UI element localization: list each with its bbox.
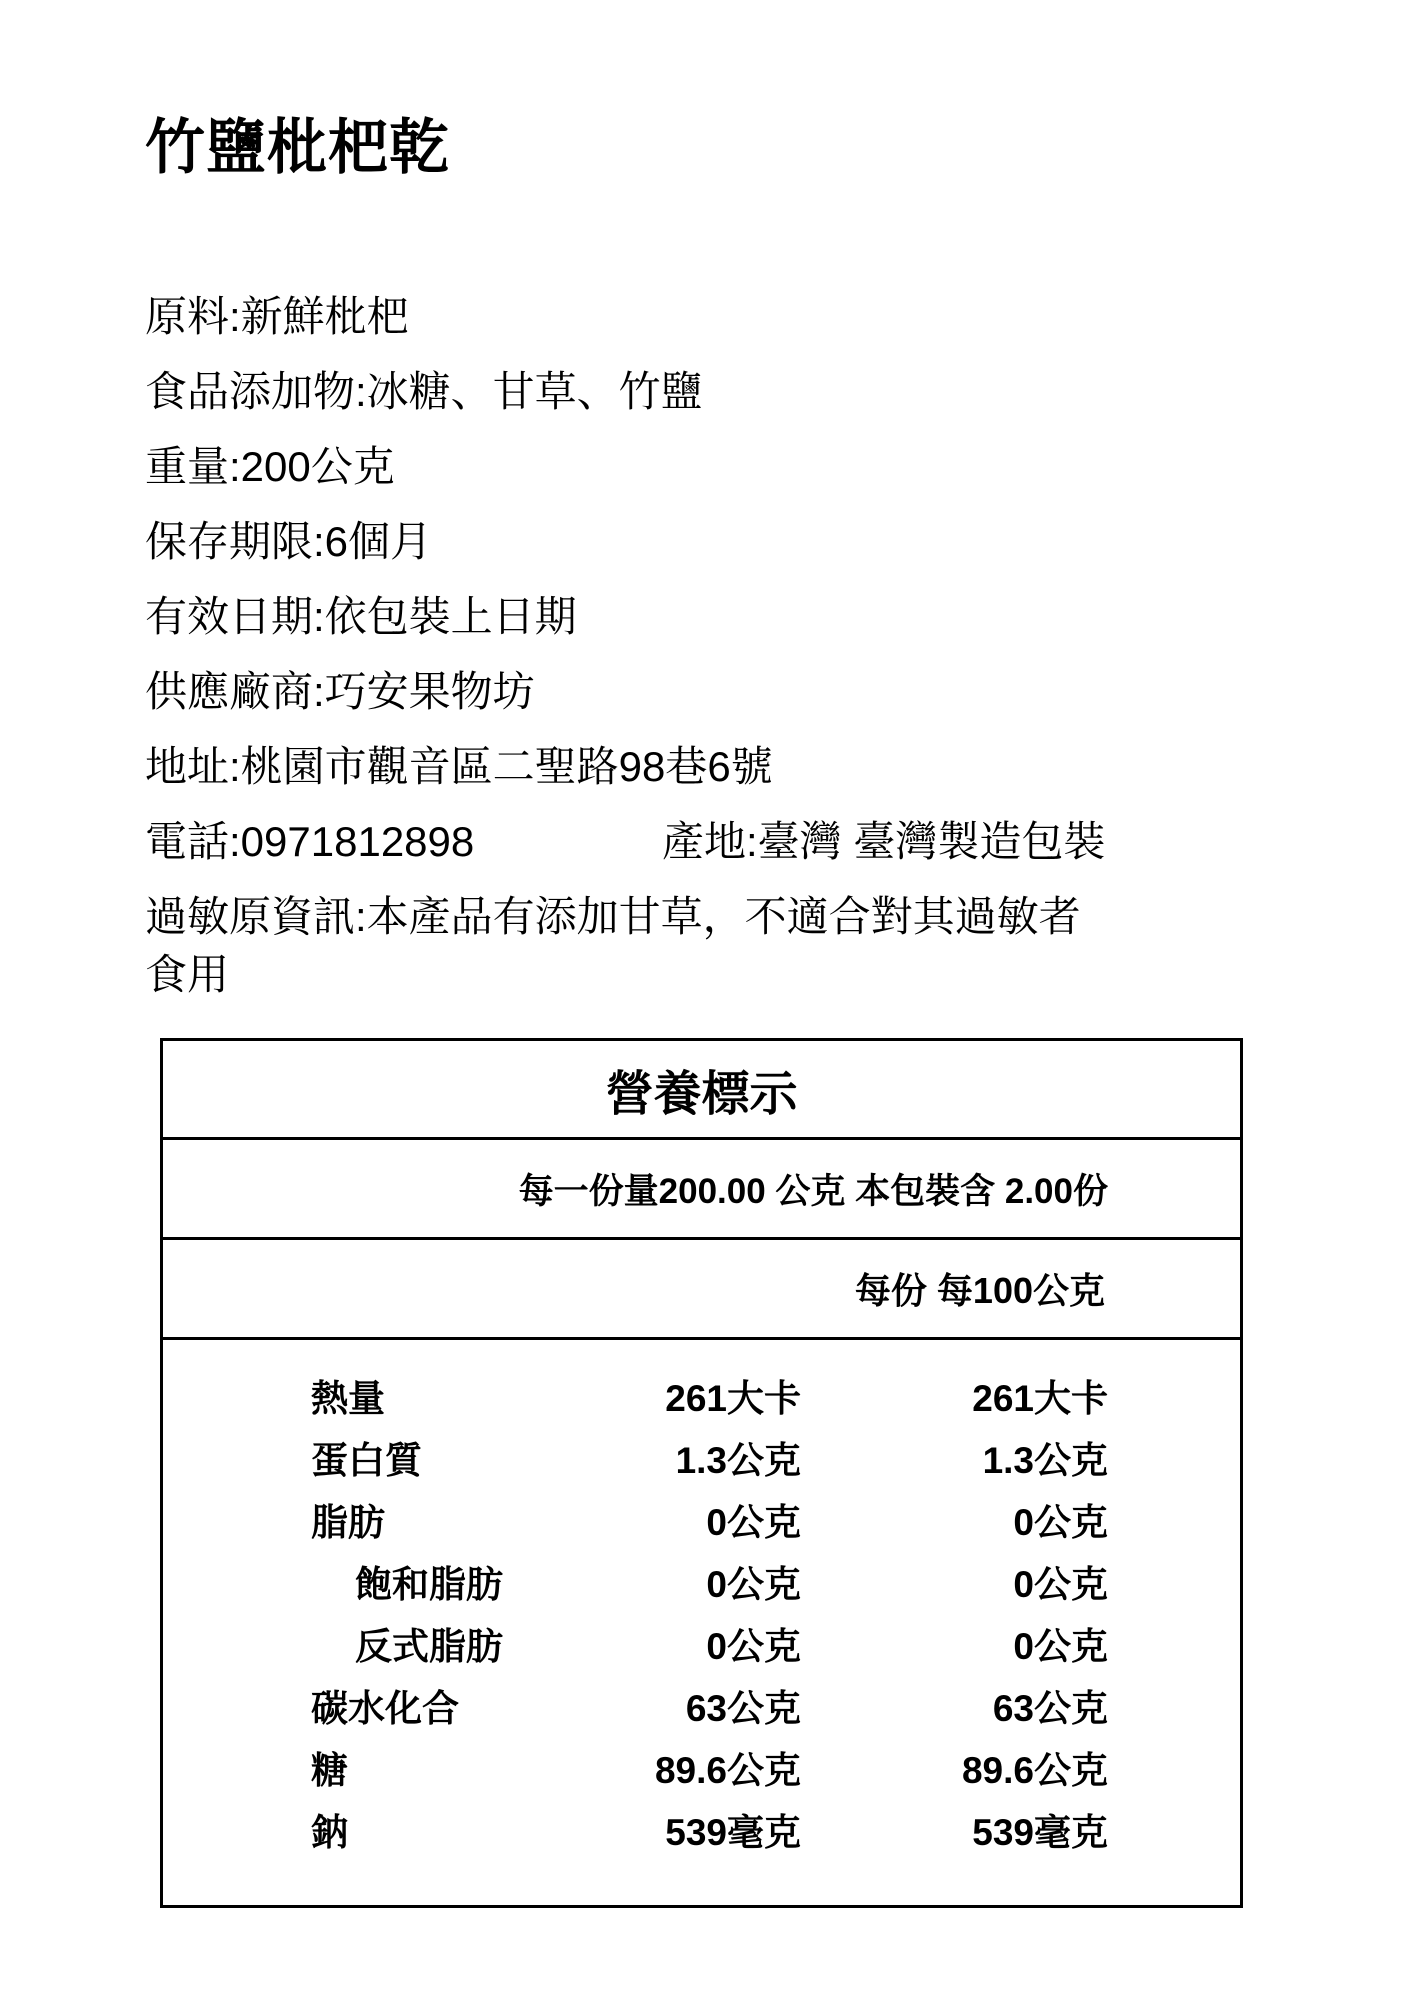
per-100g-value: 261大卡 — [972, 1378, 1108, 1419]
nutrition-row — [163, 1488, 1108, 1550]
per-100g-value: 0公克 — [1013, 1626, 1108, 1667]
per-serving-value: 0公克 — [706, 1626, 801, 1667]
page-title: 竹鹽枇杷乾 — [145, 114, 450, 181]
per-100g-value: 1.3公克 — [982, 1440, 1108, 1481]
detail-line: 供應廠商:巧安果物坊 — [145, 668, 535, 715]
nutrition-table — [160, 1038, 1243, 1908]
allergen-note: 過敏原資訊:本產品有添加甘草，不適合對其過敏者食用 — [145, 893, 1081, 998]
per-100g-value: 63公克 — [992, 1688, 1108, 1729]
product-details — [145, 288, 1354, 1004]
phone-origin-line — [145, 813, 1354, 871]
per-100g-value: 89.6公克 — [961, 1750, 1108, 1791]
detail-line: 食品添加物:冰糖、甘草、竹鹽 — [145, 368, 703, 415]
per-100g-value: 539毫克 — [972, 1812, 1108, 1853]
column-header: 每份 每100公克 — [163, 1240, 1240, 1340]
origin-value: 產地:臺灣 臺灣製造包裝 — [662, 818, 1106, 865]
per-serving-value: 1.3公克 — [675, 1440, 801, 1481]
nutrient-label: 蛋白質 — [311, 1440, 422, 1481]
nutrition-row — [163, 1798, 1108, 1860]
detail-line: 重量:200公克 — [145, 443, 395, 490]
per-100g-value: 0公克 — [1013, 1502, 1108, 1543]
per-serving-value: 63公克 — [685, 1688, 801, 1729]
detail-line: 保存期限:6個月 — [145, 518, 433, 565]
per-serving-value: 261大卡 — [665, 1378, 801, 1419]
nutrition-row — [163, 1550, 1108, 1612]
per-100g-value: 0公克 — [1013, 1564, 1108, 1605]
nutrition-row — [163, 1674, 1108, 1736]
per-serving-value: 539毫克 — [665, 1812, 801, 1853]
per-serving-value: 89.6公克 — [654, 1750, 801, 1791]
nutrition-row — [163, 1426, 1108, 1488]
phone-value: 電話:0971812898 — [145, 818, 475, 865]
nutrient-label: 碳水化合 — [311, 1688, 459, 1729]
detail-line: 原料:新鮮枇杷 — [145, 293, 409, 340]
per-serving-value: 0公克 — [706, 1564, 801, 1605]
nutrient-label: 反式脂肪 — [355, 1626, 503, 1667]
per-serving-value: 0公克 — [706, 1502, 801, 1543]
nutrition-row — [163, 1364, 1108, 1426]
nutrient-label: 飽和脂肪 — [355, 1564, 503, 1605]
nutrient-label: 鈉 — [311, 1812, 348, 1853]
nutrient-label: 脂肪 — [311, 1502, 385, 1543]
nutrition-title: 營養標示 — [163, 1041, 1240, 1140]
nutrient-label: 熱量 — [311, 1378, 385, 1419]
nutrition-body — [163, 1340, 1240, 1905]
nutrition-row — [163, 1612, 1108, 1674]
nutrition-row — [163, 1736, 1108, 1798]
serving-info: 每一份量200.00 公克 本包裝含 2.00份 — [163, 1140, 1240, 1240]
detail-line: 有效日期:依包裝上日期 — [145, 593, 577, 640]
nutrient-label: 糖 — [311, 1750, 348, 1791]
detail-line: 地址:桃園市觀音區二聖路98巷6號 — [145, 743, 773, 790]
